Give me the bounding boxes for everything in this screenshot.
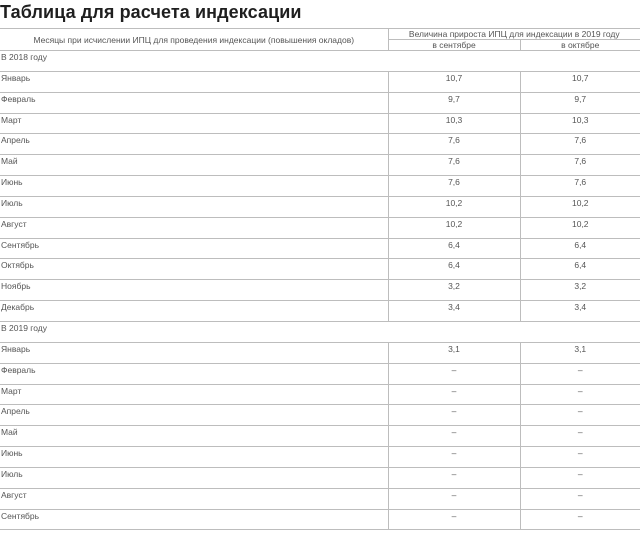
september-value: 10,7	[388, 71, 520, 92]
october-value: 7,6	[520, 134, 640, 155]
header-months: Месяцы при исчислении ИПЦ для проведения индексации (повышения окладов)	[0, 29, 388, 51]
month-cell: Февраль	[0, 363, 388, 384]
table-row	[0, 280, 640, 301]
month-cell: Сентябрь	[0, 509, 388, 530]
table-row	[0, 467, 640, 488]
table-body	[0, 51, 640, 530]
september-value: 3,1	[388, 342, 520, 363]
october-value: 9,7	[520, 92, 640, 113]
september-value: –	[388, 488, 520, 509]
september-value: 10,2	[388, 196, 520, 217]
september-value: 7,6	[388, 134, 520, 155]
october-value: 7,6	[520, 155, 640, 176]
september-value: –	[388, 467, 520, 488]
october-value: 6,4	[520, 259, 640, 280]
month-cell: Январь	[0, 71, 388, 92]
september-value: –	[388, 363, 520, 384]
section-row	[0, 51, 640, 72]
month-cell: Август	[0, 488, 388, 509]
month-cell: Август	[0, 217, 388, 238]
october-value: –	[520, 467, 640, 488]
september-value: 6,4	[388, 238, 520, 259]
month-cell: Июнь	[0, 447, 388, 468]
month-cell: Сентябрь	[0, 238, 388, 259]
october-value: –	[520, 509, 640, 530]
table-row	[0, 71, 640, 92]
table-row	[0, 134, 640, 155]
month-cell: Март	[0, 113, 388, 134]
month-cell: Май	[0, 426, 388, 447]
month-cell: Май	[0, 155, 388, 176]
table-row	[0, 155, 640, 176]
table-row	[0, 259, 640, 280]
month-cell: Июнь	[0, 176, 388, 197]
october-value: –	[520, 405, 640, 426]
september-value: 3,2	[388, 280, 520, 301]
month-cell: Июль	[0, 196, 388, 217]
september-value: –	[388, 509, 520, 530]
table-header	[0, 29, 640, 51]
page-title: Таблица для расчета индексации	[0, 2, 302, 22]
table-row	[0, 196, 640, 217]
table-row	[0, 405, 640, 426]
header-october: в октябре	[520, 40, 640, 51]
september-value: 3,4	[388, 301, 520, 322]
month-cell: Декабрь	[0, 301, 388, 322]
month-cell: Октябрь	[0, 259, 388, 280]
october-value: –	[520, 363, 640, 384]
header-value: Величина прироста ИПЦ для индексации в 2019 году	[388, 29, 640, 40]
table-row	[0, 176, 640, 197]
september-value: 10,2	[388, 217, 520, 238]
table-row	[0, 447, 640, 468]
october-value: 10,7	[520, 71, 640, 92]
september-value: –	[388, 426, 520, 447]
table-row	[0, 92, 640, 113]
september-value: 7,6	[388, 176, 520, 197]
month-cell: Январь	[0, 342, 388, 363]
table-row	[0, 217, 640, 238]
october-value: 7,6	[520, 176, 640, 197]
october-value: 6,4	[520, 238, 640, 259]
header-september: в сентябре	[388, 40, 520, 51]
october-value: 3,4	[520, 301, 640, 322]
october-value: 10,2	[520, 196, 640, 217]
month-cell: Ноябрь	[0, 280, 388, 301]
month-cell: Март	[0, 384, 388, 405]
month-cell: Апрель	[0, 405, 388, 426]
september-value: –	[388, 447, 520, 468]
table-row	[0, 509, 640, 530]
table-row	[0, 426, 640, 447]
september-value: 7,6	[388, 155, 520, 176]
october-value: –	[520, 426, 640, 447]
table-row	[0, 342, 640, 363]
section-label: В 2018 году	[0, 51, 640, 72]
section-label: В 2019 году	[0, 321, 640, 342]
table-row	[0, 113, 640, 134]
october-value: 10,2	[520, 217, 640, 238]
table-row	[0, 363, 640, 384]
october-value: –	[520, 447, 640, 468]
october-value: 3,1	[520, 342, 640, 363]
september-value: –	[388, 405, 520, 426]
october-value: 3,2	[520, 280, 640, 301]
month-cell: Апрель	[0, 134, 388, 155]
table-row	[0, 384, 640, 405]
table-row	[0, 488, 640, 509]
october-value: –	[520, 384, 640, 405]
table-row	[0, 238, 640, 259]
month-cell: Июль	[0, 467, 388, 488]
month-cell: Февраль	[0, 92, 388, 113]
october-value: 10,3	[520, 113, 640, 134]
september-value: 10,3	[388, 113, 520, 134]
indexation-table	[0, 28, 640, 530]
september-value: –	[388, 384, 520, 405]
section-row	[0, 321, 640, 342]
october-value: –	[520, 488, 640, 509]
table-row	[0, 301, 640, 322]
september-value: 6,4	[388, 259, 520, 280]
september-value: 9,7	[388, 92, 520, 113]
